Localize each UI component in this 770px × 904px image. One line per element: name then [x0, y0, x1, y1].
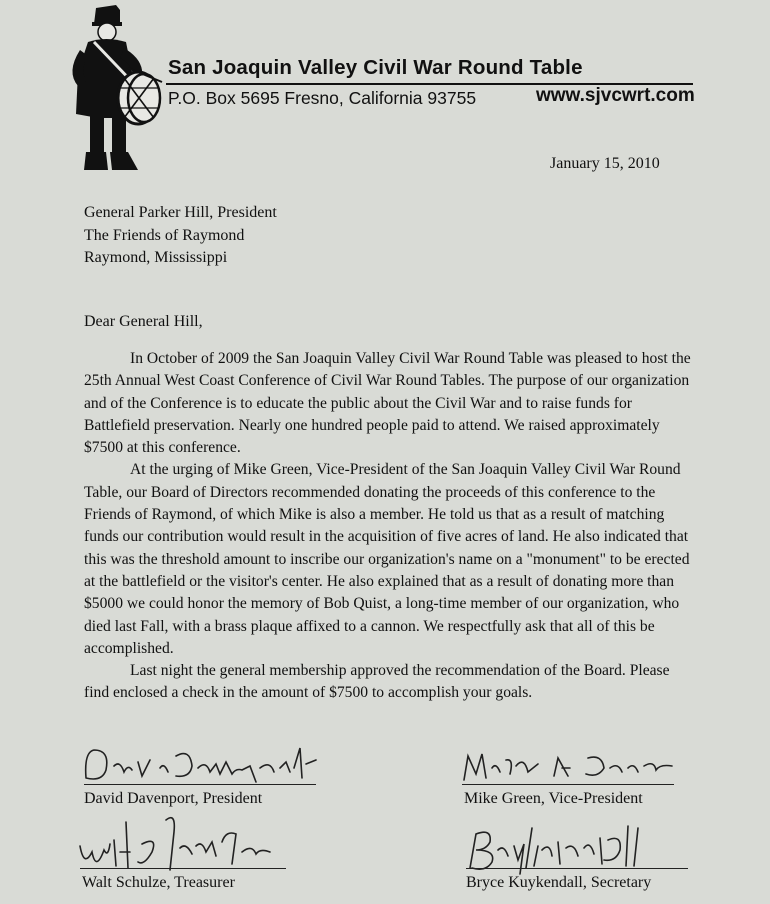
signature-caption: Walt Schulze, Treasurer	[82, 874, 235, 891]
signature-line	[462, 784, 674, 785]
body-paragraph: At the urging of Mike Green, Vice-President of the San Joaquin Valley Civil War Round Table, our Board of Directors recommended donating the proceeds of this conference to the Friends of Raymond, of which Mike is also a member. He told us that as a result of matching funds our contribution would result in the acquisition of five acres of land. He also indicated that this was the threshold amount to inscribe our organization's name on a "monument" to be erected at the battlefield or the visitor's center. He also explained that as a result of donating more than $5000 we could honor the memory of Bob Quist, a long-time member of our organization, who died last Fall, with a brass plaque affixed to a cannon. We respectfully ask that all of this be accomplished.	[84, 461, 690, 657]
signature-block-treasurer	[76, 812, 336, 892]
signature-caption: Mike Green, Vice-President	[464, 790, 643, 807]
drummer-soldier-icon	[58, 2, 168, 174]
signature-caption: Bryce Kuykendall, Secretary	[466, 874, 652, 891]
letter-date: January 15, 2010	[550, 155, 660, 172]
recipient-line: General Parker Hill, President	[84, 204, 277, 221]
signature-caption: David Davenport, President	[84, 790, 263, 807]
body-paragraph: In October of 2009 the San Joaquin Valley Civil War Round Table was pleased to host the 25th Annual West Coast Conference of Civil War Round Tables. The purpose of our organization and of the Conference is to educate the public about the Civil War and to raise funds for Battlefield preservation. Nearly one hundred people paid to attend. We raised approximately $7500 at this conference.	[84, 350, 691, 457]
signature-line	[84, 784, 316, 785]
body-paragraph: Last night the general membership approved the recommendation of the Board. Please find enclosed a check in the amount of $7500 to accomplish your goals.	[84, 662, 670, 702]
signature-line	[466, 868, 688, 869]
signature-block-vice-president	[458, 738, 698, 808]
organization-website[interactable]: www.sjvcwrt.com	[536, 85, 695, 106]
letter-body	[84, 348, 696, 705]
recipient-line: Raymond, Mississippi	[84, 249, 228, 266]
signature-vice-president	[458, 738, 688, 788]
signature-treasurer	[76, 812, 306, 872]
organization-address: P.O. Box 5695 Fresno, California 93755	[168, 88, 477, 108]
signature-president	[80, 738, 330, 788]
signature-block-secretary	[462, 820, 722, 896]
signature-line	[80, 868, 286, 869]
recipient-address	[84, 202, 277, 270]
signature-block-president	[80, 738, 340, 808]
salutation: Dear General Hill,	[84, 313, 203, 330]
organization-name: San Joaquin Valley Civil War Round Table	[168, 56, 583, 79]
recipient-line: The Friends of Raymond	[84, 226, 245, 244]
